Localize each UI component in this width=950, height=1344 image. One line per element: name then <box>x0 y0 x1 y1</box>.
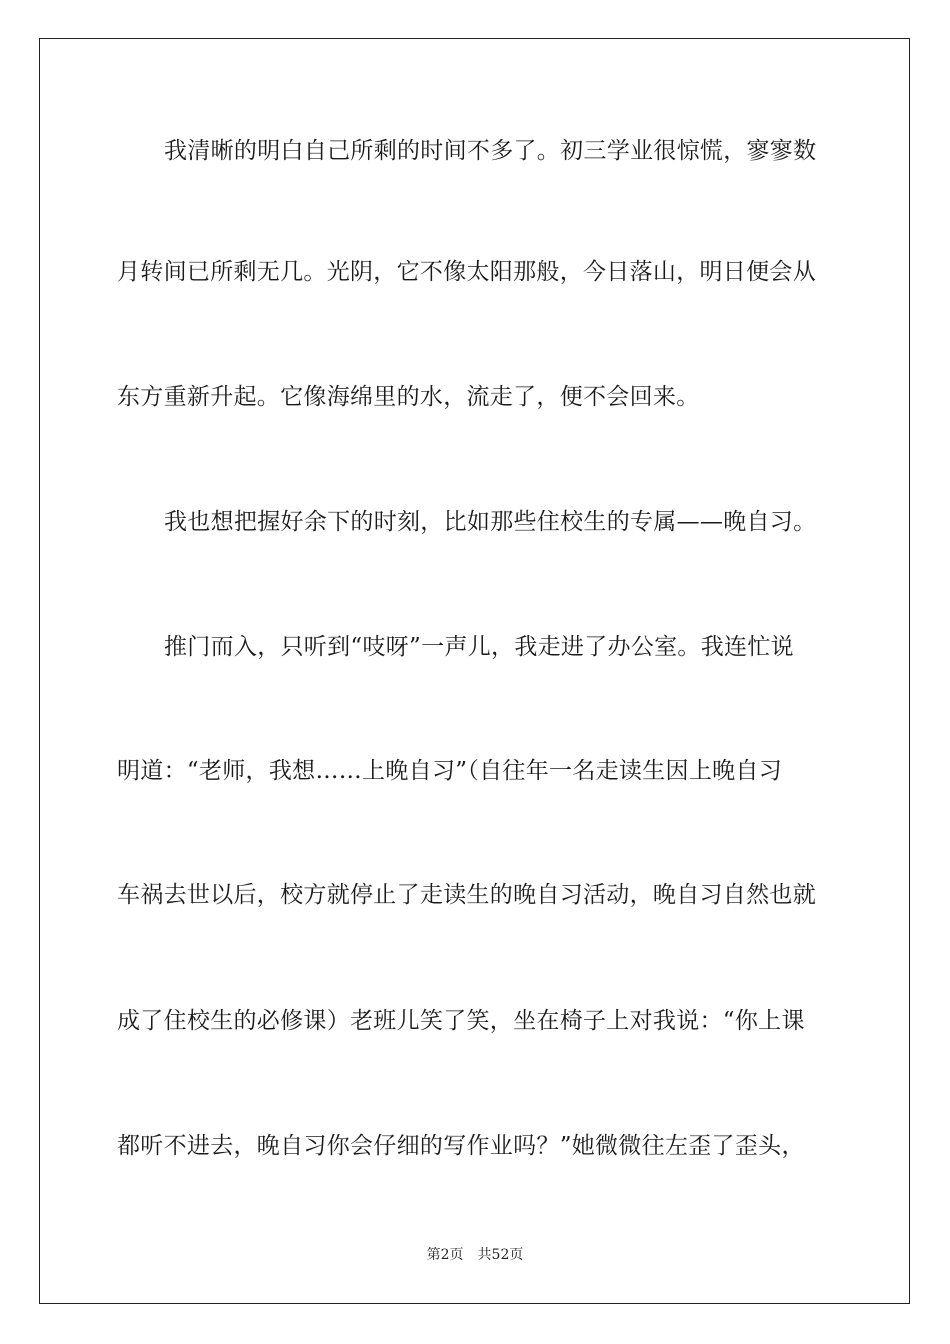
page-total: 共52页 <box>477 1247 524 1263</box>
page-border <box>39 38 910 1304</box>
paragraph-1-line-1: 我清晰的明白自己所剩的时间不多了。初三学业很惊慌，寥寥数 <box>164 138 817 164</box>
paragraph-3-line-4: 成了住校生的必修课）老班儿笑了笑，坐在椅子上对我说：“你上课 <box>117 1008 805 1034</box>
paragraph-1-line-2: 月转间已所剩无几。光阴，它不像太阳那般，今日落山，明日便会从 <box>117 259 816 285</box>
paragraph-3-line-1: 推门而入，只听到“吱呀”一声儿，我走进了办公室。我连忙说 <box>164 634 794 660</box>
paragraph-3-line-3: 车祸去世以后，校方就停止了走读生的晚自习活动，晚自习自然也就 <box>117 882 816 908</box>
paragraph-2-line-1: 我也想把握好余下的时刻，比如那些住校生的专属——晚自习。 <box>164 509 817 535</box>
page-number: 第2页 <box>426 1247 464 1263</box>
paragraph-3-line-5: 都听不进去，晚自习你会仔细的写作业吗？”她微微往左歪了歪头， <box>117 1133 805 1159</box>
paragraph-3-line-2: 明道：“老师，我想……上晚自习”（自往年一名走读生因上晚自习 <box>117 758 783 784</box>
page-footer <box>0 1246 950 1264</box>
paragraph-1-line-3: 东方重新升起。它像海绵里的水，流走了，便不会回来。 <box>117 384 700 410</box>
